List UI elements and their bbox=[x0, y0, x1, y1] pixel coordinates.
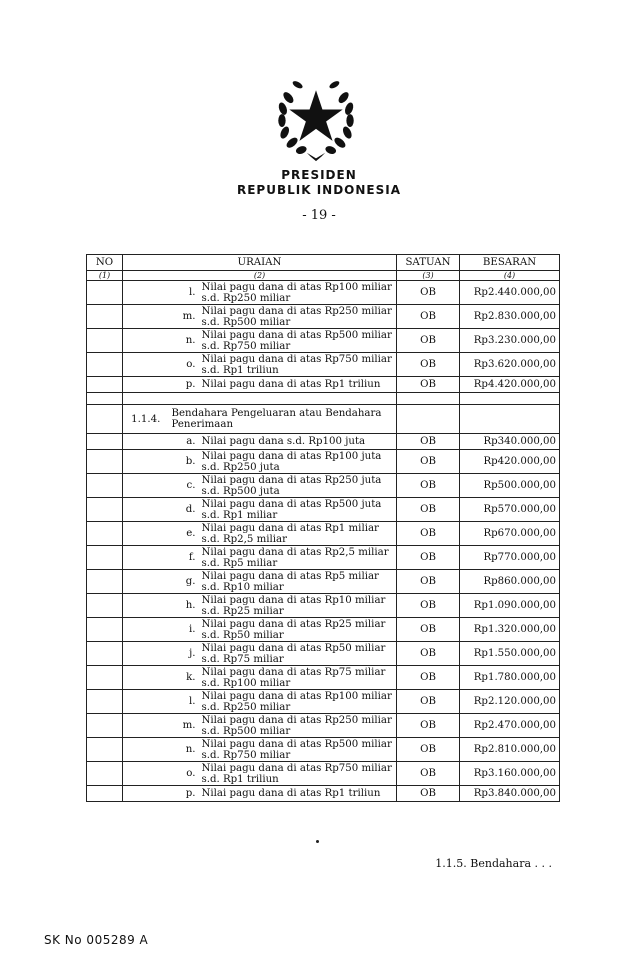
item-description bbox=[199, 434, 397, 450]
item-description-line1: Nilai pagu dana di atas Rp10 miliar bbox=[201, 594, 386, 606]
item-besaran: Rp2.810.000,00 bbox=[460, 738, 560, 762]
item-letter: n. bbox=[169, 738, 199, 762]
table-row bbox=[87, 690, 560, 714]
cell-no bbox=[87, 666, 123, 690]
table-row bbox=[87, 762, 560, 786]
item-description-line2: s.d. Rp1 triliun bbox=[201, 364, 279, 376]
table-row bbox=[87, 474, 560, 498]
item-besaran: Rp2.120.000,00 bbox=[460, 690, 560, 714]
cell-no bbox=[87, 762, 123, 786]
item-besaran: Rp860.000,00 bbox=[460, 570, 560, 594]
item-letter: m. bbox=[169, 714, 199, 738]
item-letter: c. bbox=[169, 474, 199, 498]
cell-code bbox=[123, 738, 169, 762]
continuation-note: 1.1.5. Bendahara . . . bbox=[435, 857, 552, 870]
header-besaran: BESARAN bbox=[460, 255, 560, 271]
item-satuan: OB bbox=[397, 618, 460, 642]
item-besaran: Rp1.550.000,00 bbox=[460, 642, 560, 666]
garuda-star-emblem-icon bbox=[270, 70, 362, 162]
table-row bbox=[87, 450, 560, 474]
cell-code bbox=[123, 450, 169, 474]
item-description-line2: s.d. Rp500 miliar bbox=[201, 316, 291, 328]
section-title-line2: Penerimaan bbox=[171, 419, 234, 430]
item-besaran: Rp340.000,00 bbox=[460, 434, 560, 450]
title-republik-indonesia: REPUBLIK INDONESIA bbox=[236, 183, 401, 197]
item-besaran: Rp500.000,00 bbox=[460, 474, 560, 498]
item-description-line2: s.d. Rp5 miliar bbox=[201, 557, 278, 569]
item-satuan: OB bbox=[397, 329, 460, 353]
item-description-line1: Nilai pagu dana di atas Rp5 miliar bbox=[201, 570, 379, 582]
item-description-line1: Nilai pagu dana di atas Rp500 miliar bbox=[201, 738, 392, 750]
item-besaran: Rp570.000,00 bbox=[460, 498, 560, 522]
item-description-line1: Nilai pagu dana di atas Rp1 triliun bbox=[201, 379, 381, 390]
section-code: 1.1.4. bbox=[123, 405, 169, 434]
item-description bbox=[199, 642, 397, 666]
item-description-line1: Nilai pagu dana di atas Rp100 miliar bbox=[201, 281, 392, 293]
table-row bbox=[87, 714, 560, 738]
item-besaran: Rp2.470.000,00 bbox=[460, 714, 560, 738]
item-description-line2: s.d. Rp2,5 miliar bbox=[201, 533, 287, 545]
item-satuan: OB bbox=[397, 738, 460, 762]
cell-no bbox=[87, 690, 123, 714]
item-besaran: Rp670.000,00 bbox=[460, 522, 560, 546]
item-description bbox=[199, 329, 397, 353]
item-letter: k. bbox=[169, 666, 199, 690]
cell-code bbox=[123, 642, 169, 666]
cell-no bbox=[87, 714, 123, 738]
item-description-line1: Nilai pagu dana di atas Rp100 miliar bbox=[201, 690, 392, 702]
item-besaran: Rp4.420.000,00 bbox=[460, 377, 560, 393]
item-description bbox=[199, 570, 397, 594]
item-satuan: OB bbox=[397, 714, 460, 738]
page-dot bbox=[316, 840, 319, 843]
item-satuan: OB bbox=[397, 666, 460, 690]
cell-code bbox=[123, 498, 169, 522]
cell-no bbox=[87, 305, 123, 329]
item-description-line2: s.d. Rp250 miliar bbox=[201, 701, 291, 713]
item-letter: b. bbox=[169, 450, 199, 474]
cell-code bbox=[123, 786, 169, 802]
item-letter: j. bbox=[169, 642, 199, 666]
item-satuan: OB bbox=[397, 762, 460, 786]
item-letter: o. bbox=[169, 762, 199, 786]
cell-code bbox=[123, 690, 169, 714]
item-satuan: OB bbox=[397, 305, 460, 329]
cell-code bbox=[123, 474, 169, 498]
cell-no bbox=[87, 450, 123, 474]
item-description-line2: s.d. Rp250 juta bbox=[201, 461, 280, 473]
item-description bbox=[199, 546, 397, 570]
cell-satuan bbox=[397, 405, 460, 434]
cell-no bbox=[87, 594, 123, 618]
table-row bbox=[87, 642, 560, 666]
item-description-line2: s.d. Rp500 miliar bbox=[201, 725, 291, 737]
page-number: - 19 - bbox=[302, 208, 336, 223]
item-description bbox=[199, 281, 397, 305]
table-row bbox=[87, 738, 560, 762]
item-satuan: OB bbox=[397, 786, 460, 802]
item-description-line2: s.d. Rp75 miliar bbox=[201, 653, 284, 665]
table-row bbox=[87, 353, 560, 377]
item-description bbox=[199, 714, 397, 738]
cell-no bbox=[87, 522, 123, 546]
cell-code bbox=[123, 305, 169, 329]
cell-no bbox=[87, 353, 123, 377]
cell-code bbox=[123, 522, 169, 546]
cell-no bbox=[87, 498, 123, 522]
table-row bbox=[87, 570, 560, 594]
item-besaran: Rp3.160.000,00 bbox=[460, 762, 560, 786]
item-description-line2: s.d. Rp750 miliar bbox=[201, 340, 291, 352]
item-satuan: OB bbox=[397, 434, 460, 450]
item-description-line2: s.d. Rp25 miliar bbox=[201, 605, 284, 617]
item-besaran: Rp3.230.000,00 bbox=[460, 329, 560, 353]
item-besaran: Rp420.000,00 bbox=[460, 450, 560, 474]
item-letter: h. bbox=[169, 594, 199, 618]
item-description bbox=[199, 353, 397, 377]
cell-no bbox=[87, 570, 123, 594]
table-row bbox=[87, 522, 560, 546]
item-letter: m. bbox=[169, 305, 199, 329]
item-satuan: OB bbox=[397, 642, 460, 666]
cell-no bbox=[87, 474, 123, 498]
cell-code bbox=[123, 714, 169, 738]
cell-code bbox=[123, 329, 169, 353]
section-title bbox=[169, 405, 397, 434]
item-letter: p. bbox=[169, 786, 199, 802]
cell-no bbox=[87, 329, 123, 353]
item-description bbox=[199, 690, 397, 714]
item-description-line1: Nilai pagu dana di atas Rp500 juta bbox=[201, 498, 382, 510]
item-besaran: Rp770.000,00 bbox=[460, 546, 560, 570]
table-row bbox=[87, 434, 560, 450]
item-description-line1: Nilai pagu dana di atas Rp250 miliar bbox=[201, 714, 392, 726]
item-description bbox=[199, 474, 397, 498]
item-satuan: OB bbox=[397, 353, 460, 377]
cell-no bbox=[87, 546, 123, 570]
item-satuan: OB bbox=[397, 594, 460, 618]
sk-number: SK No 005289 A bbox=[44, 933, 149, 947]
cell-code bbox=[123, 281, 169, 305]
item-description-line1: Nilai pagu dana di atas Rp50 miliar bbox=[201, 642, 386, 654]
header-no: NO bbox=[87, 255, 123, 271]
table-row bbox=[87, 786, 560, 802]
cell-no bbox=[87, 281, 123, 305]
item-description-line1: Nilai pagu dana s.d. Rp100 juta bbox=[201, 436, 366, 447]
index-satuan: (3) bbox=[397, 271, 460, 281]
table-row bbox=[87, 546, 560, 570]
item-description bbox=[199, 450, 397, 474]
cell-no bbox=[87, 393, 123, 405]
cell-code bbox=[123, 570, 169, 594]
item-description bbox=[199, 666, 397, 690]
item-description bbox=[199, 305, 397, 329]
item-satuan: OB bbox=[397, 690, 460, 714]
cell-no bbox=[87, 377, 123, 393]
table-row bbox=[87, 281, 560, 305]
index-no: (1) bbox=[87, 271, 123, 281]
table-row bbox=[87, 618, 560, 642]
item-besaran: Rp1.320.000,00 bbox=[460, 618, 560, 642]
item-description bbox=[199, 786, 397, 802]
item-satuan: OB bbox=[397, 546, 460, 570]
item-besaran: Rp2.440.000,00 bbox=[460, 281, 560, 305]
cell-code bbox=[123, 618, 169, 642]
item-description-line1: Nilai pagu dana di atas Rp250 miliar bbox=[201, 305, 392, 317]
item-description-line1: Nilai pagu dana di atas Rp250 juta bbox=[201, 474, 382, 486]
item-description-line1: Nilai pagu dana di atas Rp1 miliar bbox=[201, 522, 379, 534]
section-title-line1: Bendahara Pengeluaran atau Bendahara bbox=[171, 408, 382, 419]
item-besaran: Rp1.090.000,00 bbox=[460, 594, 560, 618]
table-row bbox=[87, 666, 560, 690]
cell-code bbox=[123, 377, 169, 393]
item-description-line2: s.d. Rp500 juta bbox=[201, 485, 280, 497]
item-description-line2: s.d. Rp250 miliar bbox=[201, 292, 291, 304]
item-letter: n. bbox=[169, 329, 199, 353]
cell-code bbox=[123, 594, 169, 618]
item-description-line1: Nilai pagu dana di atas Rp25 miliar bbox=[201, 618, 386, 630]
item-satuan: OB bbox=[397, 281, 460, 305]
cell-no bbox=[87, 405, 123, 434]
item-letter: a. bbox=[169, 434, 199, 450]
cell-satuan bbox=[397, 393, 460, 405]
cell-code bbox=[123, 666, 169, 690]
item-description-line1: Nilai pagu dana di atas Rp1 triliun bbox=[201, 788, 381, 799]
item-besaran: Rp3.620.000,00 bbox=[460, 353, 560, 377]
item-description-line1: Nilai pagu dana di atas Rp750 miliar bbox=[201, 762, 392, 774]
item-description-line2: s.d. Rp750 miliar bbox=[201, 749, 291, 761]
item-description-line2: s.d. Rp100 miliar bbox=[201, 677, 291, 689]
cell-no bbox=[87, 618, 123, 642]
item-letter: d. bbox=[169, 498, 199, 522]
cell-code bbox=[123, 546, 169, 570]
item-description bbox=[199, 618, 397, 642]
item-letter: l. bbox=[169, 281, 199, 305]
item-description bbox=[199, 498, 397, 522]
item-letter: l. bbox=[169, 690, 199, 714]
table-row bbox=[87, 329, 560, 353]
item-description-line2: s.d. Rp50 miliar bbox=[201, 629, 284, 641]
item-description-line1: Nilai pagu dana di atas Rp100 juta bbox=[201, 450, 382, 462]
item-description bbox=[199, 762, 397, 786]
item-besaran: Rp3.840.000,00 bbox=[460, 786, 560, 802]
item-satuan: OB bbox=[397, 450, 460, 474]
table-row bbox=[87, 594, 560, 618]
item-description bbox=[199, 522, 397, 546]
cell-no bbox=[87, 738, 123, 762]
item-satuan: OB bbox=[397, 570, 460, 594]
item-description bbox=[199, 738, 397, 762]
item-besaran: Rp1.780.000,00 bbox=[460, 666, 560, 690]
cell-no bbox=[87, 786, 123, 802]
index-uraian: (2) bbox=[123, 271, 397, 281]
item-letter: e. bbox=[169, 522, 199, 546]
index-besaran: (4) bbox=[460, 271, 560, 281]
item-description-line1: Nilai pagu dana di atas Rp2,5 miliar bbox=[201, 546, 389, 558]
item-letter: g. bbox=[169, 570, 199, 594]
tariff-table bbox=[86, 254, 560, 802]
item-letter: i. bbox=[169, 618, 199, 642]
item-description-line2: s.d. Rp1 miliar bbox=[201, 509, 278, 521]
item-description-line2: s.d. Rp10 miliar bbox=[201, 581, 284, 593]
item-description bbox=[199, 377, 397, 393]
item-satuan: OB bbox=[397, 498, 460, 522]
item-satuan: OB bbox=[397, 474, 460, 498]
item-besaran: Rp2.830.000,00 bbox=[460, 305, 560, 329]
item-letter: o. bbox=[169, 353, 199, 377]
cell-code bbox=[123, 762, 169, 786]
item-description-line1: Nilai pagu dana di atas Rp75 miliar bbox=[201, 666, 386, 678]
cell-no bbox=[87, 642, 123, 666]
header-uraian: URAIAN bbox=[123, 255, 397, 271]
cell-code bbox=[123, 353, 169, 377]
item-satuan: OB bbox=[397, 522, 460, 546]
item-letter: p. bbox=[169, 377, 199, 393]
table-row bbox=[87, 393, 560, 405]
header-satuan: SATUAN bbox=[397, 255, 460, 271]
item-description-line1: Nilai pagu dana di atas Rp750 miliar bbox=[201, 353, 392, 365]
item-letter: f. bbox=[169, 546, 199, 570]
item-description-line1: Nilai pagu dana di atas Rp500 miliar bbox=[201, 329, 392, 341]
title-presiden: PRESIDEN bbox=[281, 168, 357, 182]
table-row bbox=[87, 405, 560, 434]
cell-besaran bbox=[460, 405, 560, 434]
cell-code bbox=[123, 434, 169, 450]
item-description-line2: s.d. Rp1 triliun bbox=[201, 773, 279, 785]
cell-no bbox=[87, 434, 123, 450]
table-row bbox=[87, 498, 560, 522]
item-satuan: OB bbox=[397, 377, 460, 393]
table-row bbox=[87, 305, 560, 329]
item-description bbox=[199, 594, 397, 618]
cell-uraian bbox=[123, 393, 397, 405]
cell-besaran bbox=[460, 393, 560, 405]
table-row bbox=[87, 377, 560, 393]
